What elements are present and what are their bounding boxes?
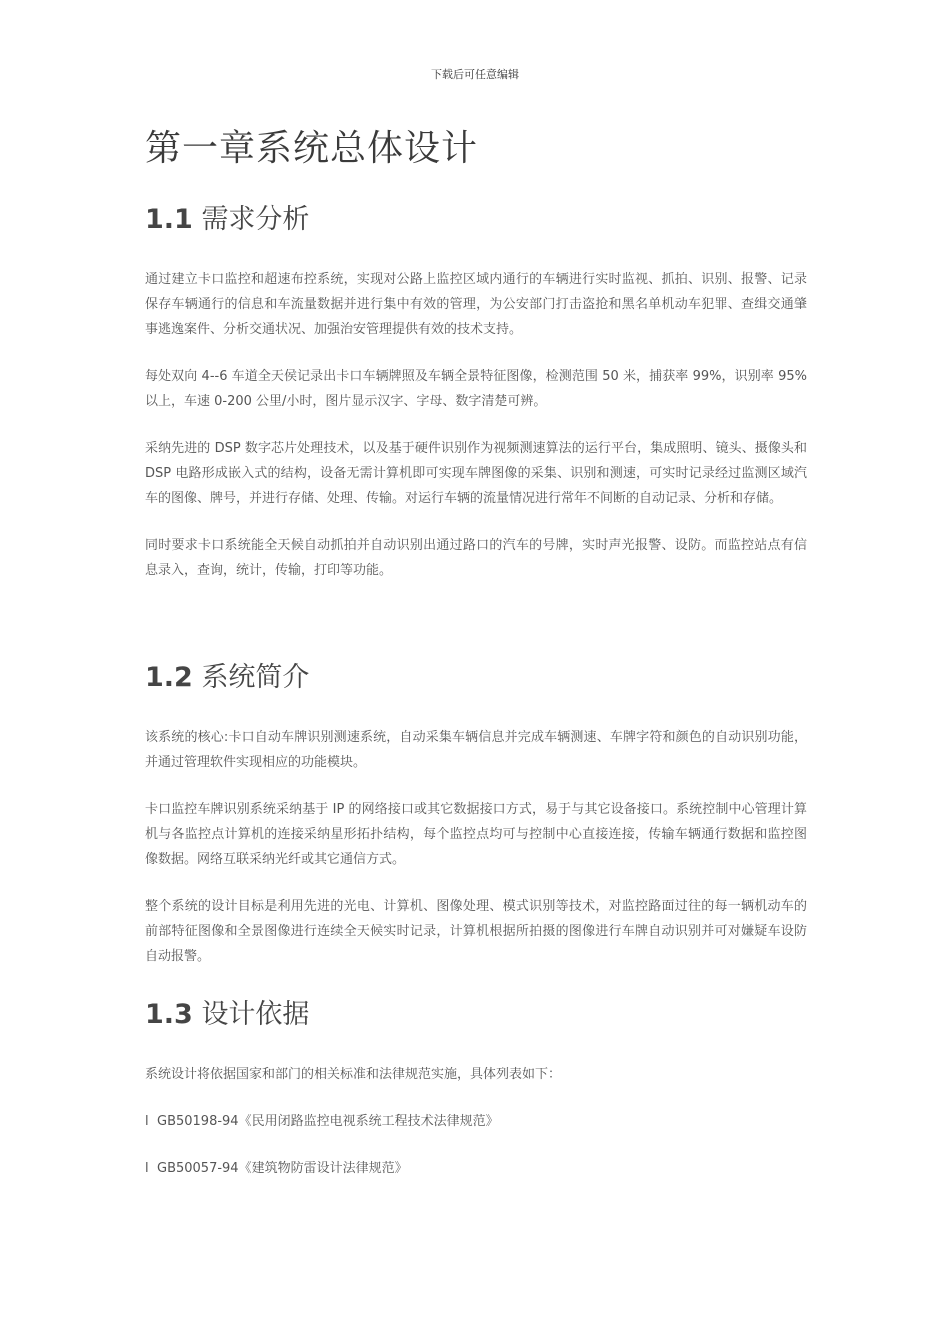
section-heading-1-1 xyxy=(145,200,807,240)
section-number: 1.3 xyxy=(145,999,193,1030)
list-item xyxy=(145,1109,807,1134)
bullet-mark: l xyxy=(145,1161,149,1176)
section-title: 系统简介 xyxy=(201,662,310,693)
section-heading-1-2 xyxy=(145,658,807,698)
bullet-mark: l xyxy=(145,1114,149,1129)
chapter-title: 第一章系统总体设计 xyxy=(145,128,479,169)
paragraph: 卡口监控车牌识别系统采纳基于 IP 的网络接口或其它数据接口方式，易于与其它设备接口。系统控制中心管理计算机与各监控点计算机的连接采纳星形拓扑结构，每个监控点均可与控制中心直接连接，传输车辆通行数据和监控图像数据。网络互联采纳光纤或其它通信方式。 xyxy=(145,802,807,867)
paragraph: 系统设计将依据国家和部门的相关标准和法律规范实施，具体列表如下： xyxy=(145,1067,562,1082)
section-title: 需求分析 xyxy=(201,204,310,235)
header-note: 下载后可任意编辑 xyxy=(431,68,519,81)
paragraph: 该系统的核心:卡口自动车牌识别测速系统，自动采集车辆信息并完成车辆测速、车牌字符和颜色的自动识别功能，并通过管理软件实现相应的功能模块。 xyxy=(145,730,807,770)
paragraph: 通过建立卡口监控和超速布控系统，实现对公路上监控区域内通行的车辆进行实时监视、抓拍、识别、报警、记录保存车辆通行的信息和车流量数据并进行集中有效的管理，为公安部门打击盗抢和黑名单机动车犯罪、查缉交通肇事逃逸案件、分析交通状况、加强治安管理提供有效的技术支持。 xyxy=(145,272,807,337)
list-item-text: GB50057-94《建筑物防雷设计法律规范》 xyxy=(157,1161,408,1176)
list-item xyxy=(145,1156,807,1181)
paragraph: 整个系统的设计目标是利用先进的光电、计算机、图像处理、模式识别等技术，对监控路面过往的每一辆机动车的前部特征图像和全景图像进行连续全天候实时记录，计算机根据所拍摄的图像进行车牌自动识别并可对嫌疑车设防自动报警。 xyxy=(145,899,807,964)
paragraph: 每处双向 4--6 车道全天侯记录出卡口车辆牌照及车辆全景特征图像，检测范围 50 米，捕获率 99%，识别率 95%以上，车速 0-200 公里/小时，图片显示汉字、字母、数字清楚可辨。 xyxy=(145,369,807,409)
section-number: 1.2 xyxy=(145,662,193,693)
section-heading-1-3 xyxy=(145,995,807,1035)
section-title: 设计依据 xyxy=(201,999,310,1030)
paragraph: 采纳先进的 DSP 数字芯片处理技术，以及基于硬件识别作为视频测速算法的运行平台，集成照明、镜头、摄像头和 DSP 电路形成嵌入式的结构，设备无需计算机即可实现车牌图像的采集、识别和测速，可实时记录经过监测区域汽车的图像、牌号，并进行存储、处理、传输。对运行车辆的流量情况进行常年不间断的自动记录、分析和存储。 xyxy=(145,441,807,506)
section-number: 1.1 xyxy=(145,204,193,235)
document-body xyxy=(145,120,807,1181)
paragraph: 同时要求卡口系统能全天候自动抓拍并自动识别出通过路口的汽车的号牌，实时声光报警、设防。而监控站点有信息录入，查询，统计，传输，打印等功能。 xyxy=(145,538,807,578)
list-item-text: GB50198-94《民用闭路监控电视系统工程技术法律规范》 xyxy=(157,1114,499,1129)
